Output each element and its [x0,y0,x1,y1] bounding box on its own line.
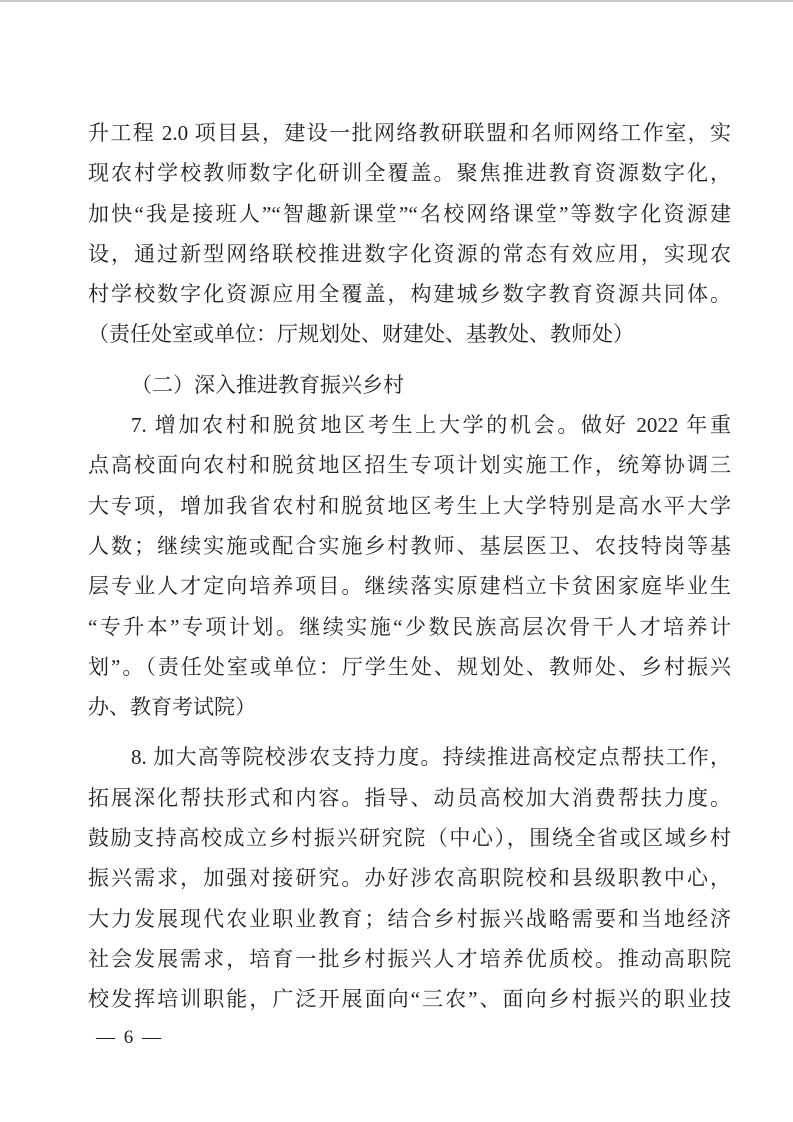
text-line: 大专项，增加我省农村和脱贫地区考生上大学特别是高水平大学 [88,493,731,518]
section-heading: （二）深入推进教育振兴乡村 [131,372,404,397]
text-line: 大力发展现代农业职业教育；结合乡村振兴战略需要和当地经济 [88,906,731,931]
text-line: 设，通过新型网络联校推进数字化资源的常态有效应用，实现农 [88,241,731,266]
text-line: 现农村学校教师数字化研训全覆盖。聚焦推进教育资源数字化， [88,161,731,186]
text-line: 加快“我是接班人”“智趣新课堂”“名校网络课堂”等数字化资源建 [88,201,731,226]
text-line: 拓展深化帮扶形式和内容。指导、动员高校加大消费帮扶力度。 [88,785,731,810]
paragraph-first-line: 7. 增加农村和脱贫地区考生上大学的机会。做好 2022 年重 [131,413,731,438]
text-line: 社会发展需求，培育一批乡村振兴人才培养优质校。推动高职院 [88,946,731,971]
scan-edge-line [0,0,793,2]
text-line: 村学校数字化资源应用全覆盖，构建城乡数字教育资源共同体。 [88,282,731,307]
text-line: 振兴需求，加强对接研究。办好涉农高职院校和县级职教中心， [88,866,731,891]
text-line: 人数；继续实施或配合实施乡村教师、基层医卫、农技特岗等基 [88,533,731,558]
responsibility-note: （责任处室或单位：厅规划处、财建处、基教处、教师处） [88,322,634,347]
text-line: 层专业人才定向培养项目。继续落实原建档立卡贫困家庭毕业生 [88,574,731,599]
text-line: 鼓励支持高校成立乡村振兴研究院（中心），围绕全省或区域乡村 [88,826,731,851]
responsibility-note: 办、教育考试院） [88,695,256,720]
text-line: 划”。（责任处室或单位：厅学生处、规划处、教师处、乡村振兴 [88,654,731,679]
page-number: — 6 — [96,1027,163,1048]
text-line: 升工程 2.0 项目县，建设一批网络教研联盟和名师网络工作室，实 [88,121,731,145]
document-body [88,113,731,1020]
text-line: 点高校面向农村和脱贫地区招生专项计划实施工作，统筹协调三 [88,453,731,478]
paragraph-first-line: 8. 加大高等院校涉农支持力度。持续推进高校定点帮扶工作， [131,745,731,770]
text-line: 校发挥培训职能，广泛开展面向“三农”、面向乡村振兴的职业技 [88,987,731,1012]
text-line: “专升本”专项计划。继续实施“少数民族高层次骨干人才培养计 [88,614,731,639]
